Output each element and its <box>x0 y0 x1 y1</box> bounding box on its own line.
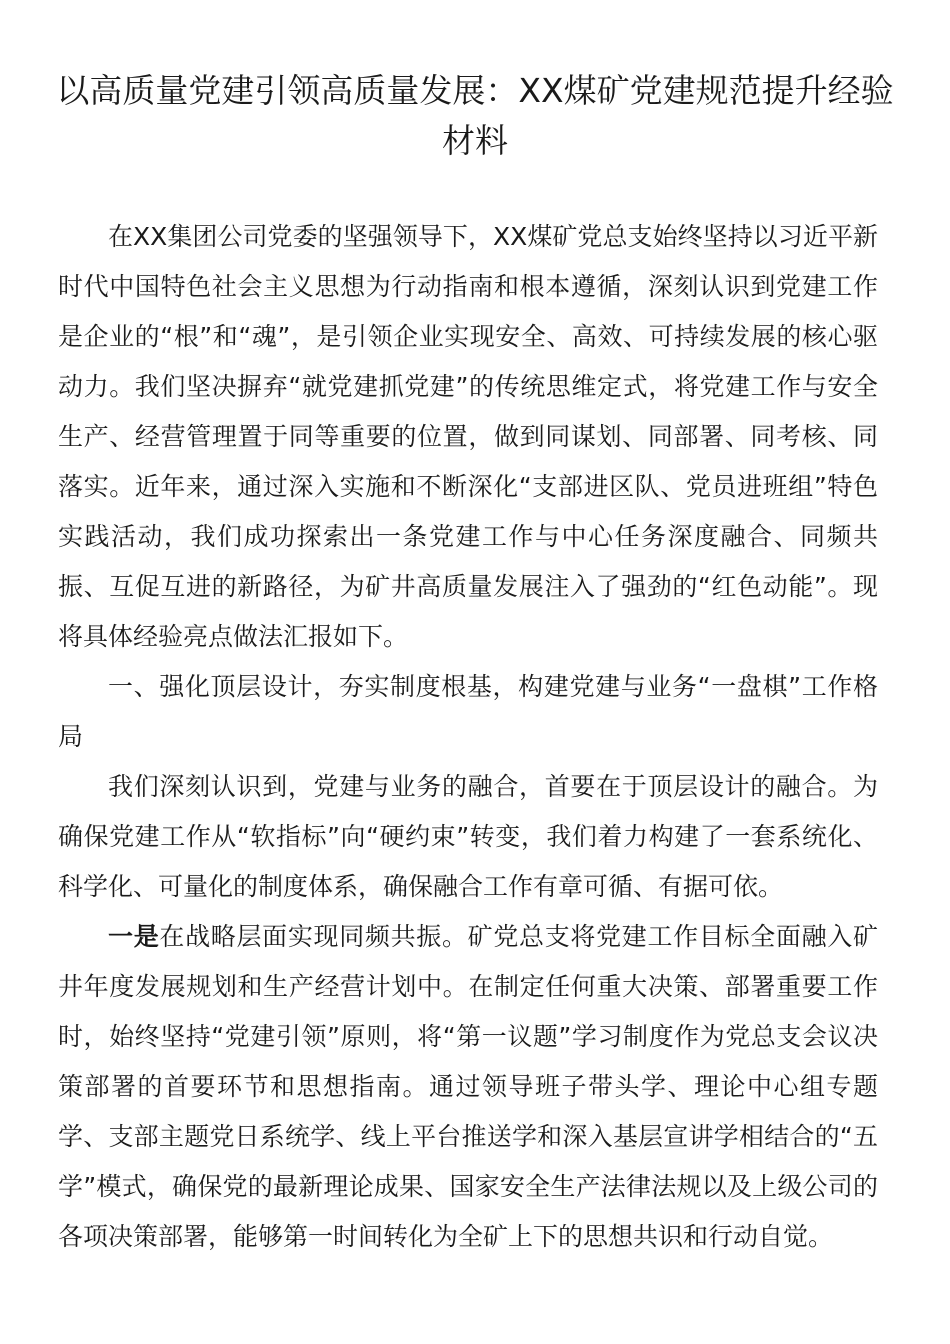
document-title: 以高质量党建引领高质量发展：XX煤矿党建规范提升经验材料 <box>56 71 894 160</box>
point-lead: 一是 <box>108 922 160 951</box>
section-heading: 一、强化顶层设计，夯实制度根基，构建党建与业务“一盘棋”工作格局 <box>58 672 878 751</box>
point-body: 在战略层面实现同频共振。矿党总支将党建工作目标全面融入矿井年度发展规划和生产经营计划中。在制定任何重大决策、部署重要工作时，始终坚持“党建引领”原则，将“第一议题”学习制度作为党总支会议决策部署的首要环节和思想指南。通过领导班子带头学、理论中心组专题学、支部主题党日系统学、线上平台推送学和深入基层宣讲学相结合的“五学”模式，确保党的最新理论成果、国家安全生产法律法规以及上级公司的各项决策部署，能够第一时间转化为全矿上下的思想共识和行动自觉。 <box>58 922 878 1251</box>
point-paragraph <box>58 912 878 1262</box>
document-body <box>58 212 878 1262</box>
intro-paragraph: 在XX集团公司党委的坚强领导下，XX煤矿党总支始终坚持以习近平新时代中国特色社会主义思想为行动指南和根本遵循，深刻认识到党建工作是企业的“根”和“魂”，是引领企业实现安全、高效、可持续发展的核心驱动力。我们坚决摒弃“就党建抓党建”的传统思维定式，将党建工作与安全生产、经营管理置于同等重要的位置，做到同谋划、同部署、同考核、同落实。近年来，通过深入实施和不断深化“支部进区队、党员进班组”特色实践活动，我们成功探索出一条党建工作与中心任务深度融合、同频共振、互促互进的新路径，为矿井高质量发展注入了强劲的“红色动能”。现将具体经验亮点做法汇报如下。 <box>58 222 878 651</box>
section-body-paragraph: 我们深刻认识到，党建与业务的融合，首要在于顶层设计的融合。为确保党建工作从“软指标”向“硬约束”转变，我们着力构建了一套系统化、科学化、可量化的制度体系，确保融合工作有章可循、有据可依。 <box>58 772 878 901</box>
